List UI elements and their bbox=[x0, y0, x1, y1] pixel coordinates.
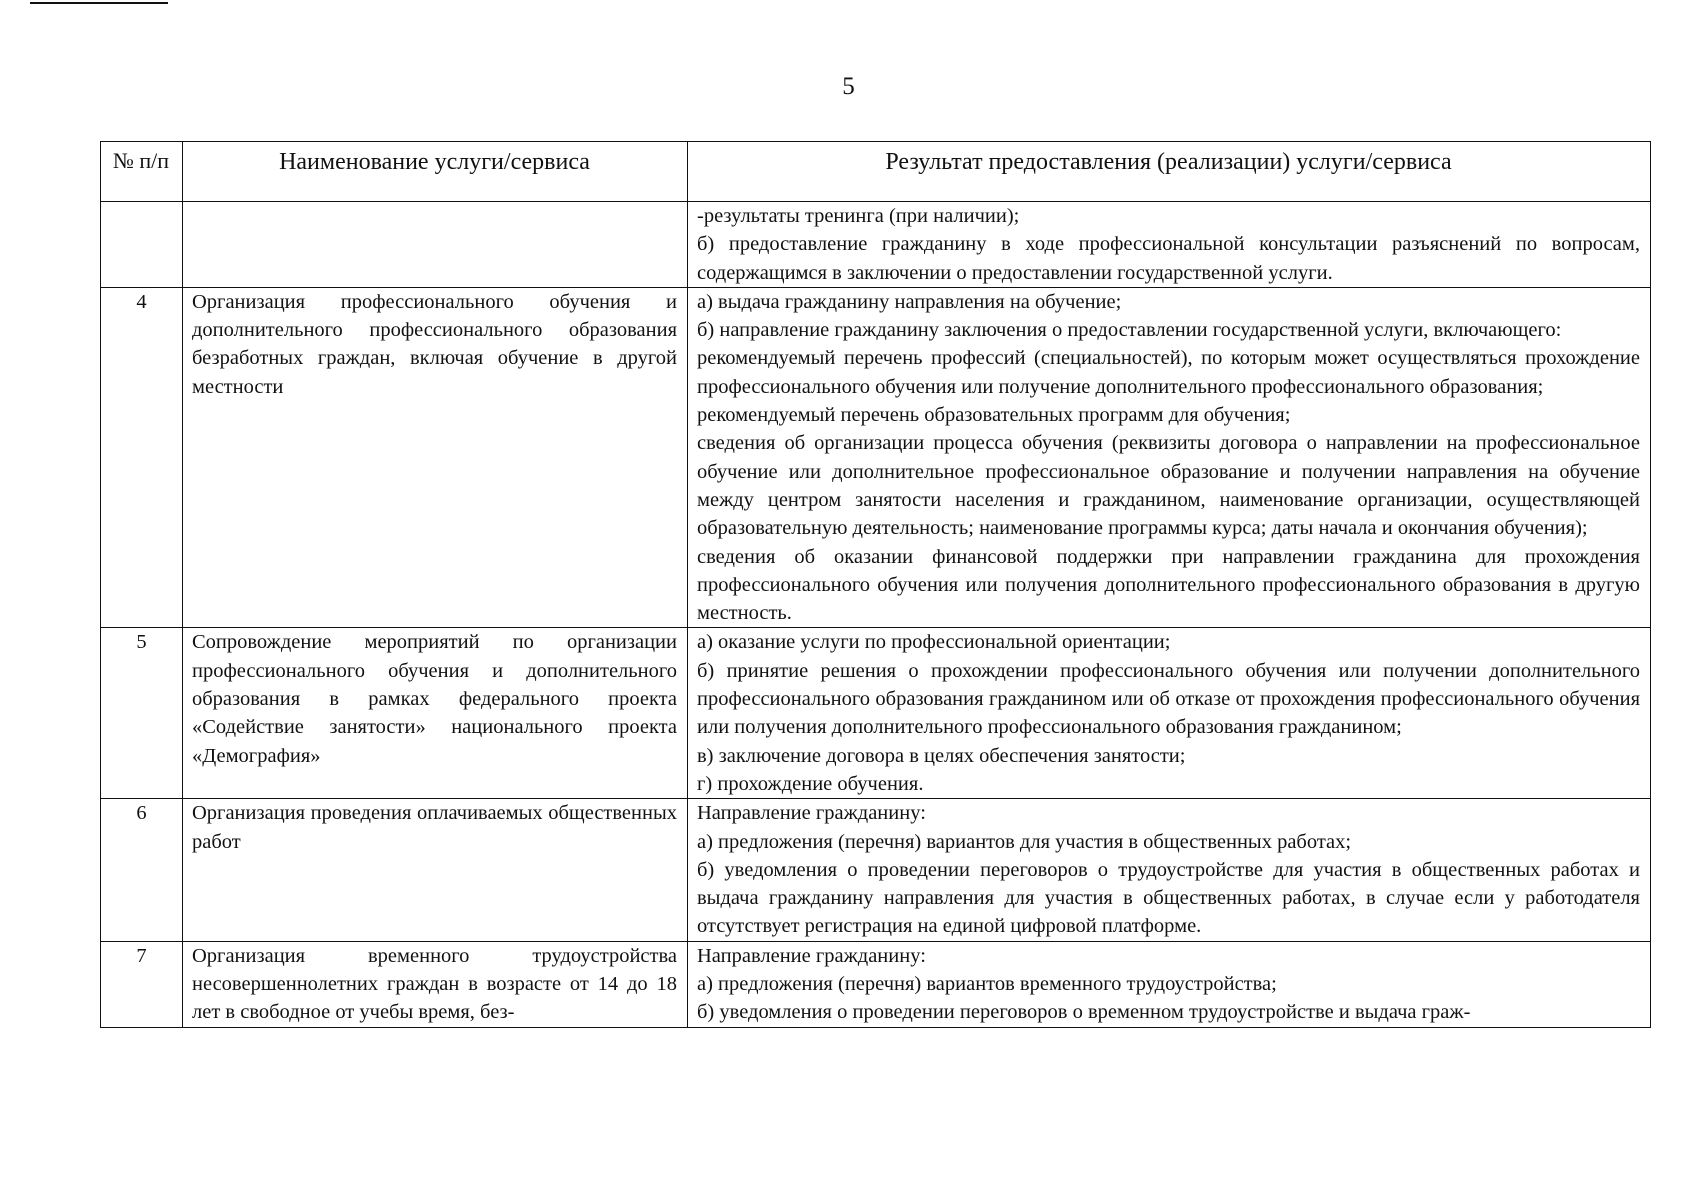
result-line: а) предложения (перечня) вариантов для участия в общественных работах; bbox=[697, 830, 1352, 853]
result-line: г) прохождение обучения. bbox=[697, 772, 924, 795]
row-service-name: Организация профессионального обучения и дополнительного профессионального образования безработных граждан, включая обучение в другой местности bbox=[183, 287, 688, 628]
result-line: б) направление гражданину заключения о предоставлении государственной услуги, включающего: bbox=[697, 319, 1562, 342]
row-result bbox=[688, 799, 1651, 941]
result-line: -результаты тренинга (при наличии); bbox=[697, 205, 1020, 227]
row-result bbox=[688, 202, 1651, 288]
table-row bbox=[101, 628, 1651, 799]
row-number: 7 bbox=[101, 941, 183, 1027]
result-line: сведения об оказании финансовой поддержки при направлении гражданина для прохождения профессионального обучения или получения дополнительного профессионального образования в другую местность. bbox=[697, 545, 1640, 625]
table-row bbox=[101, 202, 1651, 288]
result-line: б) принятие решения о прохождении профессионального обучения или получении дополнительного профессионального образования гражданином или об отказе от прохождения профессионального обучения или получения дополнительного профессионального образования гражданином; bbox=[697, 659, 1640, 739]
header-result: Результат предоставления (реализации) услуги/сервиса bbox=[688, 142, 1651, 202]
result-line: а) оказание услуги по профессиональной ориентации; bbox=[697, 631, 1171, 654]
services-table bbox=[100, 141, 1651, 1028]
row-service-name bbox=[183, 202, 688, 288]
row-number: 4 bbox=[101, 287, 183, 628]
row-service-name: Сопровождение мероприятий по организации профессионального обучения и дополнительного образования в рамках федерального проекта «Содействие занятости» национального проекта «Демография» bbox=[183, 628, 688, 799]
result-line: б) предоставление гражданину в ходе профессиональной консультации разъяснений по вопросам, содержащимся в заключении о предоставлении государственной услуги. bbox=[697, 233, 1640, 284]
table-row bbox=[101, 287, 1651, 628]
result-line: б) уведомления о проведении переговоров о временном трудоустройстве и выдача граж- bbox=[697, 1001, 1471, 1024]
row-number: 6 bbox=[101, 799, 183, 941]
result-line: а) предложения (перечня) вариантов временного трудоустройства; bbox=[697, 973, 1277, 996]
result-line: а) выдача гражданину направления на обучение; bbox=[697, 290, 1122, 313]
row-service-name: Организация временного трудоустройства несовершеннолетних граждан в возрасте от 14 до 18 лет в свободное от учебы время, без- bbox=[183, 941, 688, 1027]
header-number: № п/п bbox=[101, 142, 183, 202]
row-number: 5 bbox=[101, 628, 183, 799]
row-result bbox=[688, 941, 1651, 1027]
row-result bbox=[688, 628, 1651, 799]
row-result bbox=[688, 287, 1651, 628]
result-line: в) заключение договора в целях обеспечения занятости; bbox=[697, 744, 1186, 767]
table-header-row bbox=[101, 142, 1651, 202]
result-line: Направление гражданину: bbox=[697, 944, 926, 967]
corner-rule bbox=[30, 2, 168, 4]
row-number bbox=[101, 202, 183, 288]
row-service-name: Организация проведения оплачиваемых общественных работ bbox=[183, 799, 688, 941]
page-number: 5 bbox=[842, 73, 855, 100]
result-line: рекомендуемый перечень профессий (специальностей), по которым может осуществляться прохождение профессионального обучения или получение дополнительного профессионального образования; bbox=[697, 347, 1640, 398]
table-row bbox=[101, 799, 1651, 941]
result-line: сведения об организации процесса обучения (реквизиты договора о направлении на профессиональное обучение или дополнительное профессиональное образование и получении направления на обучение между центром занятости населения и гражданином, наименование организации, осуществляющей образовательную деятельность; наименование программы курса; даты начала и окончания обучения); bbox=[697, 432, 1640, 540]
header-name: Наименование услуги/сервиса bbox=[183, 142, 688, 202]
result-line: Направление гражданину: bbox=[697, 802, 926, 825]
result-line: рекомендуемый перечень образовательных программ для обучения; bbox=[697, 404, 1291, 427]
table-row bbox=[101, 941, 1651, 1027]
result-line: б) уведомления о проведении переговоров о трудоустройстве для участия в общественных работах и выдача гражданину направления для участия в общественных работах, в случае если у работодателя отсутствует регистрация на единой цифровой платформе. bbox=[697, 858, 1640, 938]
